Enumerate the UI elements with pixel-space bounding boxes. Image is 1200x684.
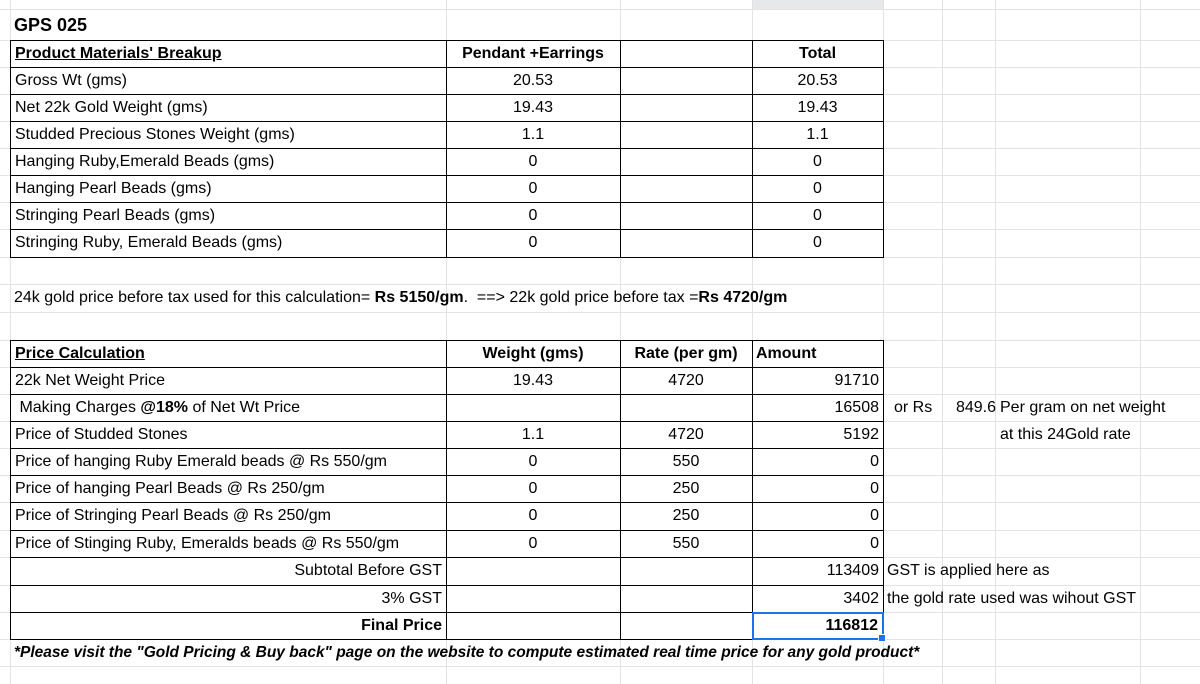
subtotal-weight-empty[interactable] (446, 557, 621, 586)
price-row-weight[interactable]: 0 (446, 448, 621, 476)
gst-amount[interactable]: 3402 (752, 585, 884, 613)
gold-note-middle: . ==> 22k gold price before tax = (463, 289, 699, 306)
materials-header-total[interactable]: Total (752, 40, 884, 68)
materials-row-pendant[interactable]: 0 (446, 175, 621, 203)
price-row-label[interactable]: Price of Studded Stones (10, 421, 447, 449)
materials-row-empty[interactable] (620, 229, 753, 258)
price-row-amount[interactable]: 91710 (752, 367, 884, 395)
price-row-weight[interactable]: 0 (446, 530, 621, 558)
gridline (0, 312, 1200, 313)
materials-row-total[interactable]: 0 (752, 202, 884, 230)
final-weight-empty[interactable] (446, 612, 621, 640)
materials-row-pendant[interactable]: 0 (446, 148, 621, 176)
materials-row-empty[interactable] (620, 121, 753, 149)
side-note-or-rs[interactable]: or Rs (894, 399, 933, 416)
gold-note-rate24: Rs 5150/gm (374, 289, 464, 306)
materials-row-label[interactable]: Hanging Ruby,Emerald Beads (gms) (10, 148, 447, 176)
materials-row-empty[interactable] (620, 175, 753, 203)
price-row-amount[interactable]: 0 (752, 448, 884, 476)
materials-row-empty[interactable] (620, 67, 753, 95)
materials-row-empty[interactable] (620, 148, 753, 176)
making-charges-suffix: of Net Wt Price (188, 398, 301, 416)
price-row-label[interactable]: Price of hanging Ruby Emerald beads @ Rs 550/gm (10, 448, 447, 476)
materials-row-label[interactable]: Hanging Pearl Beads (gms) (10, 175, 447, 203)
price-header-amount[interactable]: Amount (752, 340, 884, 368)
materials-row-pendant[interactable]: 0 (446, 202, 621, 230)
materials-row-pendant[interactable]: 19.43 (446, 94, 621, 122)
price-row-rate[interactable]: 250 (620, 502, 753, 531)
materials-row-total[interactable]: 0 (752, 229, 884, 258)
materials-row-pendant[interactable]: 0 (446, 229, 621, 258)
materials-row-total[interactable]: 1.1 (752, 121, 884, 149)
price-row-rate[interactable] (620, 394, 753, 422)
final-price-amount-selected-cell[interactable]: 116812 (752, 612, 884, 640)
gold-note-prefix: 24k gold price before tax used for this calculation= (14, 289, 375, 306)
price-row-amount[interactable]: 16508 (752, 394, 884, 422)
gst-label[interactable]: 3% GST (10, 585, 447, 613)
price-row-label[interactable]: Price of Stinging Ruby, Emeralds beads @ Rs 550/gm (10, 530, 447, 558)
materials-row-total[interactable]: 19.43 (752, 94, 884, 122)
subtotal-rate-empty[interactable] (620, 557, 753, 586)
gold-note-rate22: Rs 4720/gm (698, 289, 788, 306)
gold-rate-note[interactable] (10, 284, 910, 312)
price-header-weight[interactable]: Weight (gms) (446, 340, 621, 368)
materials-row-pendant[interactable]: 20.53 (446, 67, 621, 95)
materials-row-total[interactable]: 20.53 (752, 67, 884, 95)
price-row-amount[interactable]: 0 (752, 475, 884, 503)
side-note-gst-line2[interactable]: the gold rate used was wihout GST (887, 590, 1137, 607)
price-row-label[interactable]: Price of hanging Pearl Beads @ Rs 250/gm (10, 475, 447, 503)
materials-header-pendant[interactable]: Pendant +Earrings (446, 40, 621, 68)
making-charges-percent: @18% (140, 398, 189, 416)
materials-row-empty[interactable] (620, 94, 753, 122)
price-row-rate[interactable]: 4720 (620, 367, 753, 395)
final-rate-empty[interactable] (620, 612, 753, 640)
selected-column-header-hint (752, 0, 883, 9)
footer-note[interactable]: *Please visit the "Gold Pricing & Buy back" page on the website to compute estimated real time price for any gold product* (14, 644, 920, 662)
materials-row-label[interactable]: Studded Precious Stones Weight (gms) (10, 121, 447, 149)
materials-row-label[interactable]: Stringing Pearl Beads (gms) (10, 202, 447, 230)
subtotal-label[interactable]: Subtotal Before GST (10, 557, 447, 586)
side-note-per-gram-text[interactable]: Per gram on net weight (1000, 399, 1166, 416)
price-row-amount[interactable]: 0 (752, 530, 884, 558)
price-row-weight[interactable]: 19.43 (446, 367, 621, 395)
materials-row-empty[interactable] (620, 202, 753, 230)
price-header-label[interactable]: Price Calculation (10, 340, 447, 368)
materials-row-total[interactable]: 0 (752, 175, 884, 203)
price-row-amount[interactable]: 0 (752, 502, 884, 531)
materials-row-label[interactable]: Net 22k Gold Weight (gms) (10, 94, 447, 122)
price-row-rate[interactable]: 4720 (620, 421, 753, 449)
price-row-label[interactable]: Price of Stringing Pearl Beads @ Rs 250/gm (10, 502, 447, 531)
materials-row-pendant[interactable]: 1.1 (446, 121, 621, 149)
price-row-amount[interactable]: 5192 (752, 421, 884, 449)
side-note-per-gram-value[interactable]: 849.6 (955, 399, 996, 416)
price-row-weight[interactable]: 1.1 (446, 421, 621, 449)
price-row-rate[interactable]: 550 (620, 448, 753, 476)
making-charges-prefix: Making Charges (15, 398, 141, 416)
side-note-gst-line1[interactable]: GST is applied here as (887, 562, 1050, 579)
price-row-label[interactable]: 22k Net Weight Price (10, 367, 447, 395)
materials-row-total[interactable]: 0 (752, 148, 884, 176)
price-row-weight[interactable] (446, 394, 621, 422)
materials-row-label[interactable]: Gross Wt (gms) (10, 67, 447, 95)
price-header-rate[interactable]: Rate (per gm) (620, 340, 753, 368)
price-row-label-making-charges[interactable] (10, 394, 447, 422)
gst-rate-empty[interactable] (620, 585, 753, 613)
materials-header-label[interactable]: Product Materials' Breakup (10, 40, 447, 68)
price-row-rate[interactable]: 550 (620, 530, 753, 558)
subtotal-amount[interactable]: 113409 (752, 557, 884, 586)
price-row-rate[interactable]: 250 (620, 475, 753, 503)
sheet-title[interactable]: GPS 025 (14, 14, 88, 35)
materials-row-label[interactable]: Stringing Ruby, Emerald Beads (gms) (10, 229, 447, 258)
gst-weight-empty[interactable] (446, 585, 621, 613)
materials-header-empty[interactable] (620, 40, 753, 68)
final-price-label[interactable]: Final Price (10, 612, 447, 640)
side-note-rate-text[interactable]: at this 24Gold rate (1000, 426, 1131, 443)
price-row-weight[interactable]: 0 (446, 502, 621, 531)
price-row-weight[interactable]: 0 (446, 475, 621, 503)
